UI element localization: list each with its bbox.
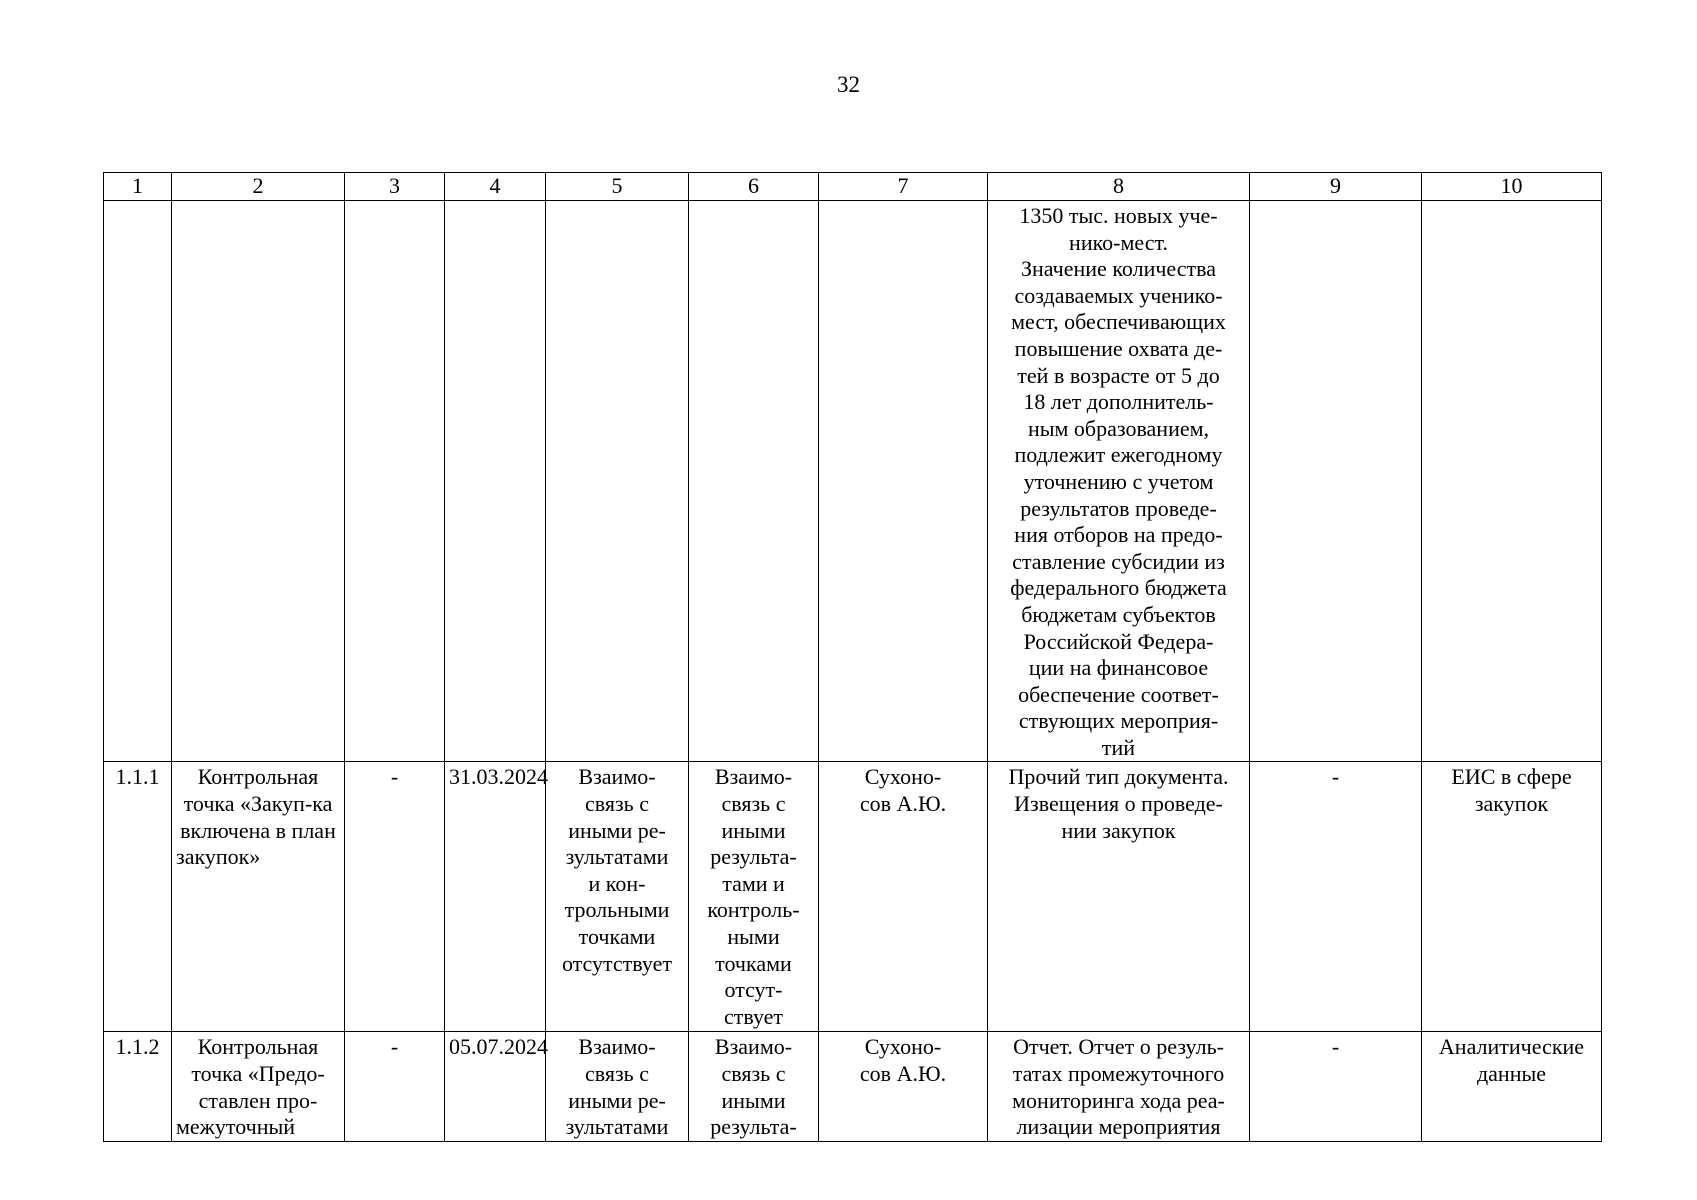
cell-name: Контрольная точка «Закуп-ка включена в план закупок» xyxy=(172,762,345,1032)
cell-col9: - xyxy=(1250,762,1422,1032)
cell-number: 1.1.2 xyxy=(104,1032,172,1141)
cell-responsible: Сухоно- сов А.Ю. xyxy=(819,762,988,1032)
cell-document: 1350 тыс. новых уче- нико-мест. Значение количества создаваемых ученико- мест, обеспечивающих повышение охвата де- тей в возрасте от 5 до 18 лет дополнитель- ным образованием, подлежит ежегодному уточнению с учетом результатов проведе- ния отборов на предо- ставление субсидии из федерального бюджета бюджетам субъектов Российской Федера- ции на финансовое обеспечение соответ- ствующих мероприя- тий xyxy=(988,201,1250,762)
cell-col5 xyxy=(546,201,689,762)
cell-col9: - xyxy=(1250,1032,1422,1141)
cell-source: ЕИС в сфере закупок xyxy=(1422,762,1602,1032)
cell-col5: Взаимо- связь с иными ре- зультатами и кон- трольными точками отсутствует xyxy=(546,762,689,1032)
column-header: 2 xyxy=(172,173,345,201)
page-number: 32 xyxy=(837,72,860,97)
column-header: 3 xyxy=(345,173,445,201)
cell-name: Контрольная точка «Предо-ставлен про-межуточный xyxy=(172,1032,345,1141)
cell-number: 1.1.1 xyxy=(104,762,172,1032)
cell-document: Прочий тип документа. Извещения о проведе- нии закупок xyxy=(988,762,1250,1032)
cell-date: 31.03.2024 xyxy=(445,762,546,1032)
cell-responsible xyxy=(819,201,988,762)
cell-date: 05.07.2024 xyxy=(445,1032,546,1141)
cell-name xyxy=(172,201,345,762)
table-row xyxy=(104,201,1602,762)
column-header: 9 xyxy=(1250,173,1422,201)
column-header: 4 xyxy=(445,173,546,201)
cell-col9 xyxy=(1250,201,1422,762)
column-header: 7 xyxy=(819,173,988,201)
cell-col6: Взаимо- связь с иными результа- xyxy=(689,1032,819,1141)
cell-col6 xyxy=(689,201,819,762)
cell-col5: Взаимо- связь с иными ре- зультатами xyxy=(546,1032,689,1141)
table-row xyxy=(104,1032,1602,1141)
cell-col3: - xyxy=(345,1032,445,1141)
cell-document: Отчет. Отчет о резуль- татах промежуточного мониторинга хода реа- лизации мероприятия xyxy=(988,1032,1250,1141)
cell-number xyxy=(104,201,172,762)
column-header: 6 xyxy=(689,173,819,201)
column-header: 10 xyxy=(1422,173,1602,201)
cell-source xyxy=(1422,201,1602,762)
cell-date xyxy=(445,201,546,762)
table-row xyxy=(104,762,1602,1032)
cell-col6: Взаимо- связь с иными результа- тами и контроль- ными точками отсут- ствует xyxy=(689,762,819,1032)
plan-table xyxy=(103,172,1602,1142)
table-header-row xyxy=(104,173,1602,201)
cell-col3: - xyxy=(345,762,445,1032)
column-header: 8 xyxy=(988,173,1250,201)
cell-col3 xyxy=(345,201,445,762)
column-header: 1 xyxy=(104,173,172,201)
column-header: 5 xyxy=(546,173,689,201)
cell-responsible: Сухоно- сов А.Ю. xyxy=(819,1032,988,1141)
cell-source: Аналитические данные xyxy=(1422,1032,1602,1141)
